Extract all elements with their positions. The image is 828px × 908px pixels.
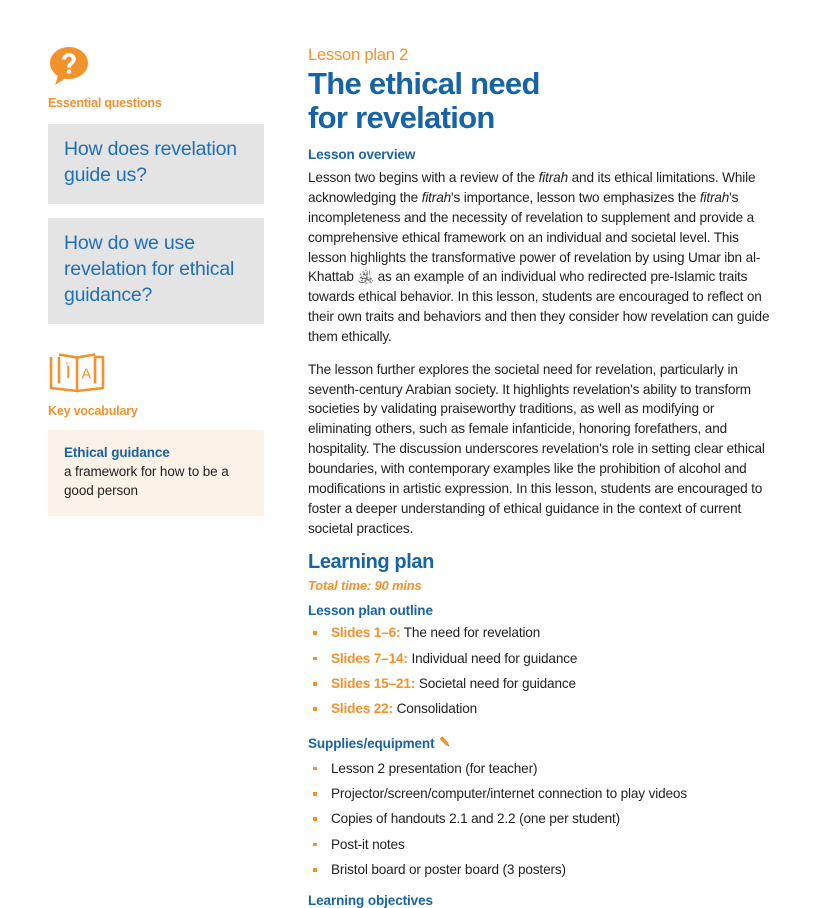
essential-question-text: How do we use revelation for ethical guidance? xyxy=(64,231,235,306)
lesson-overview-paragraph-2: The lesson further explores the societal need for revelation, particularly in seventh-century Arabian society. It highlights revelation's ability to transform societies by validating praiseworthy traditions, as well as modifying or eliminating others, such as female infanticide, honoring forefathers, and hospitality. The discussion underscores revelation's role in setting clear ethical boundaries, with contemporary examples like the prohibition of alcohol and modifications in artistic expression. In this lesson, students are encouraged to foster a deeper understanding of ethical guidance in the context of current societal practices. xyxy=(308,361,765,536)
pencil-icon xyxy=(438,735,452,752)
essential-question-card xyxy=(48,218,264,324)
learning-objectives-heading: Learning objectives xyxy=(308,893,433,908)
page-title-line-2: for revelation xyxy=(308,100,495,136)
page-title-line-1: The ethical need xyxy=(308,66,540,101)
learning-plan-heading: Learning plan xyxy=(308,551,434,574)
supplies-equipment-list xyxy=(308,760,772,880)
supplies-equipment-heading xyxy=(308,735,772,752)
list-item-text: Consolidation xyxy=(396,701,478,717)
slide-range-tag: Slides 7–14: xyxy=(331,650,408,666)
essential-question-card xyxy=(48,124,264,204)
open-book-icon xyxy=(48,350,264,394)
lesson-plan-kicker: Lesson plan 2 xyxy=(308,46,409,64)
slide-range-tag: Slides 1–6: xyxy=(331,625,401,641)
list-item-text: Societal need for guidance xyxy=(418,676,576,692)
total-time-label: Total time: 90 mins xyxy=(308,578,422,594)
essential-question-text: How does revelation guide us? xyxy=(64,138,237,186)
list-item: Post-it notes xyxy=(308,836,772,854)
slide-range-tag: Slides 15–21: xyxy=(331,676,416,692)
vocabulary-term: Ethical guidance xyxy=(64,444,170,460)
key-vocabulary-label: Key vocabulary xyxy=(48,403,138,418)
sidebar xyxy=(0,0,300,828)
list-item xyxy=(308,650,772,668)
lesson-plan-outline-heading: Lesson plan outline xyxy=(308,603,433,619)
list-item-text: The need for revelation xyxy=(403,625,541,641)
question-speech-bubble-icon xyxy=(48,45,264,87)
list-item xyxy=(308,675,772,693)
essential-questions-label: Essential questions xyxy=(48,96,162,110)
list-item: Lesson 2 presentation (for teacher) xyxy=(308,760,772,778)
lesson-plan-outline-list xyxy=(308,624,772,718)
lesson-overview-heading: Lesson overview xyxy=(308,147,416,163)
list-item: Projector/screen/computer/internet connection to play videos xyxy=(308,785,772,803)
slide-range-tag: Slides 22: xyxy=(331,701,393,717)
main-content xyxy=(300,0,828,908)
list-item: Copies of handouts 2.1 and 2.2 (one per student) xyxy=(308,810,772,828)
supplies-equipment-label: Supplies/equipment xyxy=(308,735,435,751)
lesson-overview-paragraph-1: Lesson two begins with a review of the fitrah and its ethical limitations. While acknowledging the fitrah's importance, lesson two emphasizes the fitrah's incompleteness and the necessity of revelation to supplement and provide a comprehensive ethical framework on an individual and societal level. This lesson highlights the transformative power of revelation by using Umar ibn al-Khattab ﵁ as an example of an individual who redirected pre-Islamic traits towards ethical behavior. In this lesson, students are encouraged to reflect on their own traits and behaviors and then they consider how revelation can guide them ethically. xyxy=(308,170,770,344)
list-item xyxy=(308,700,772,718)
list-item xyxy=(308,624,772,642)
page-title xyxy=(308,67,772,135)
vocabulary-card xyxy=(48,430,264,517)
vocabulary-definition: a framework for how to be a good person xyxy=(64,463,229,498)
list-item: Bristol board or poster board (3 posters) xyxy=(308,861,772,879)
list-item-text: Individual need for guidance xyxy=(411,650,578,666)
svg-text:A: A xyxy=(81,366,92,383)
